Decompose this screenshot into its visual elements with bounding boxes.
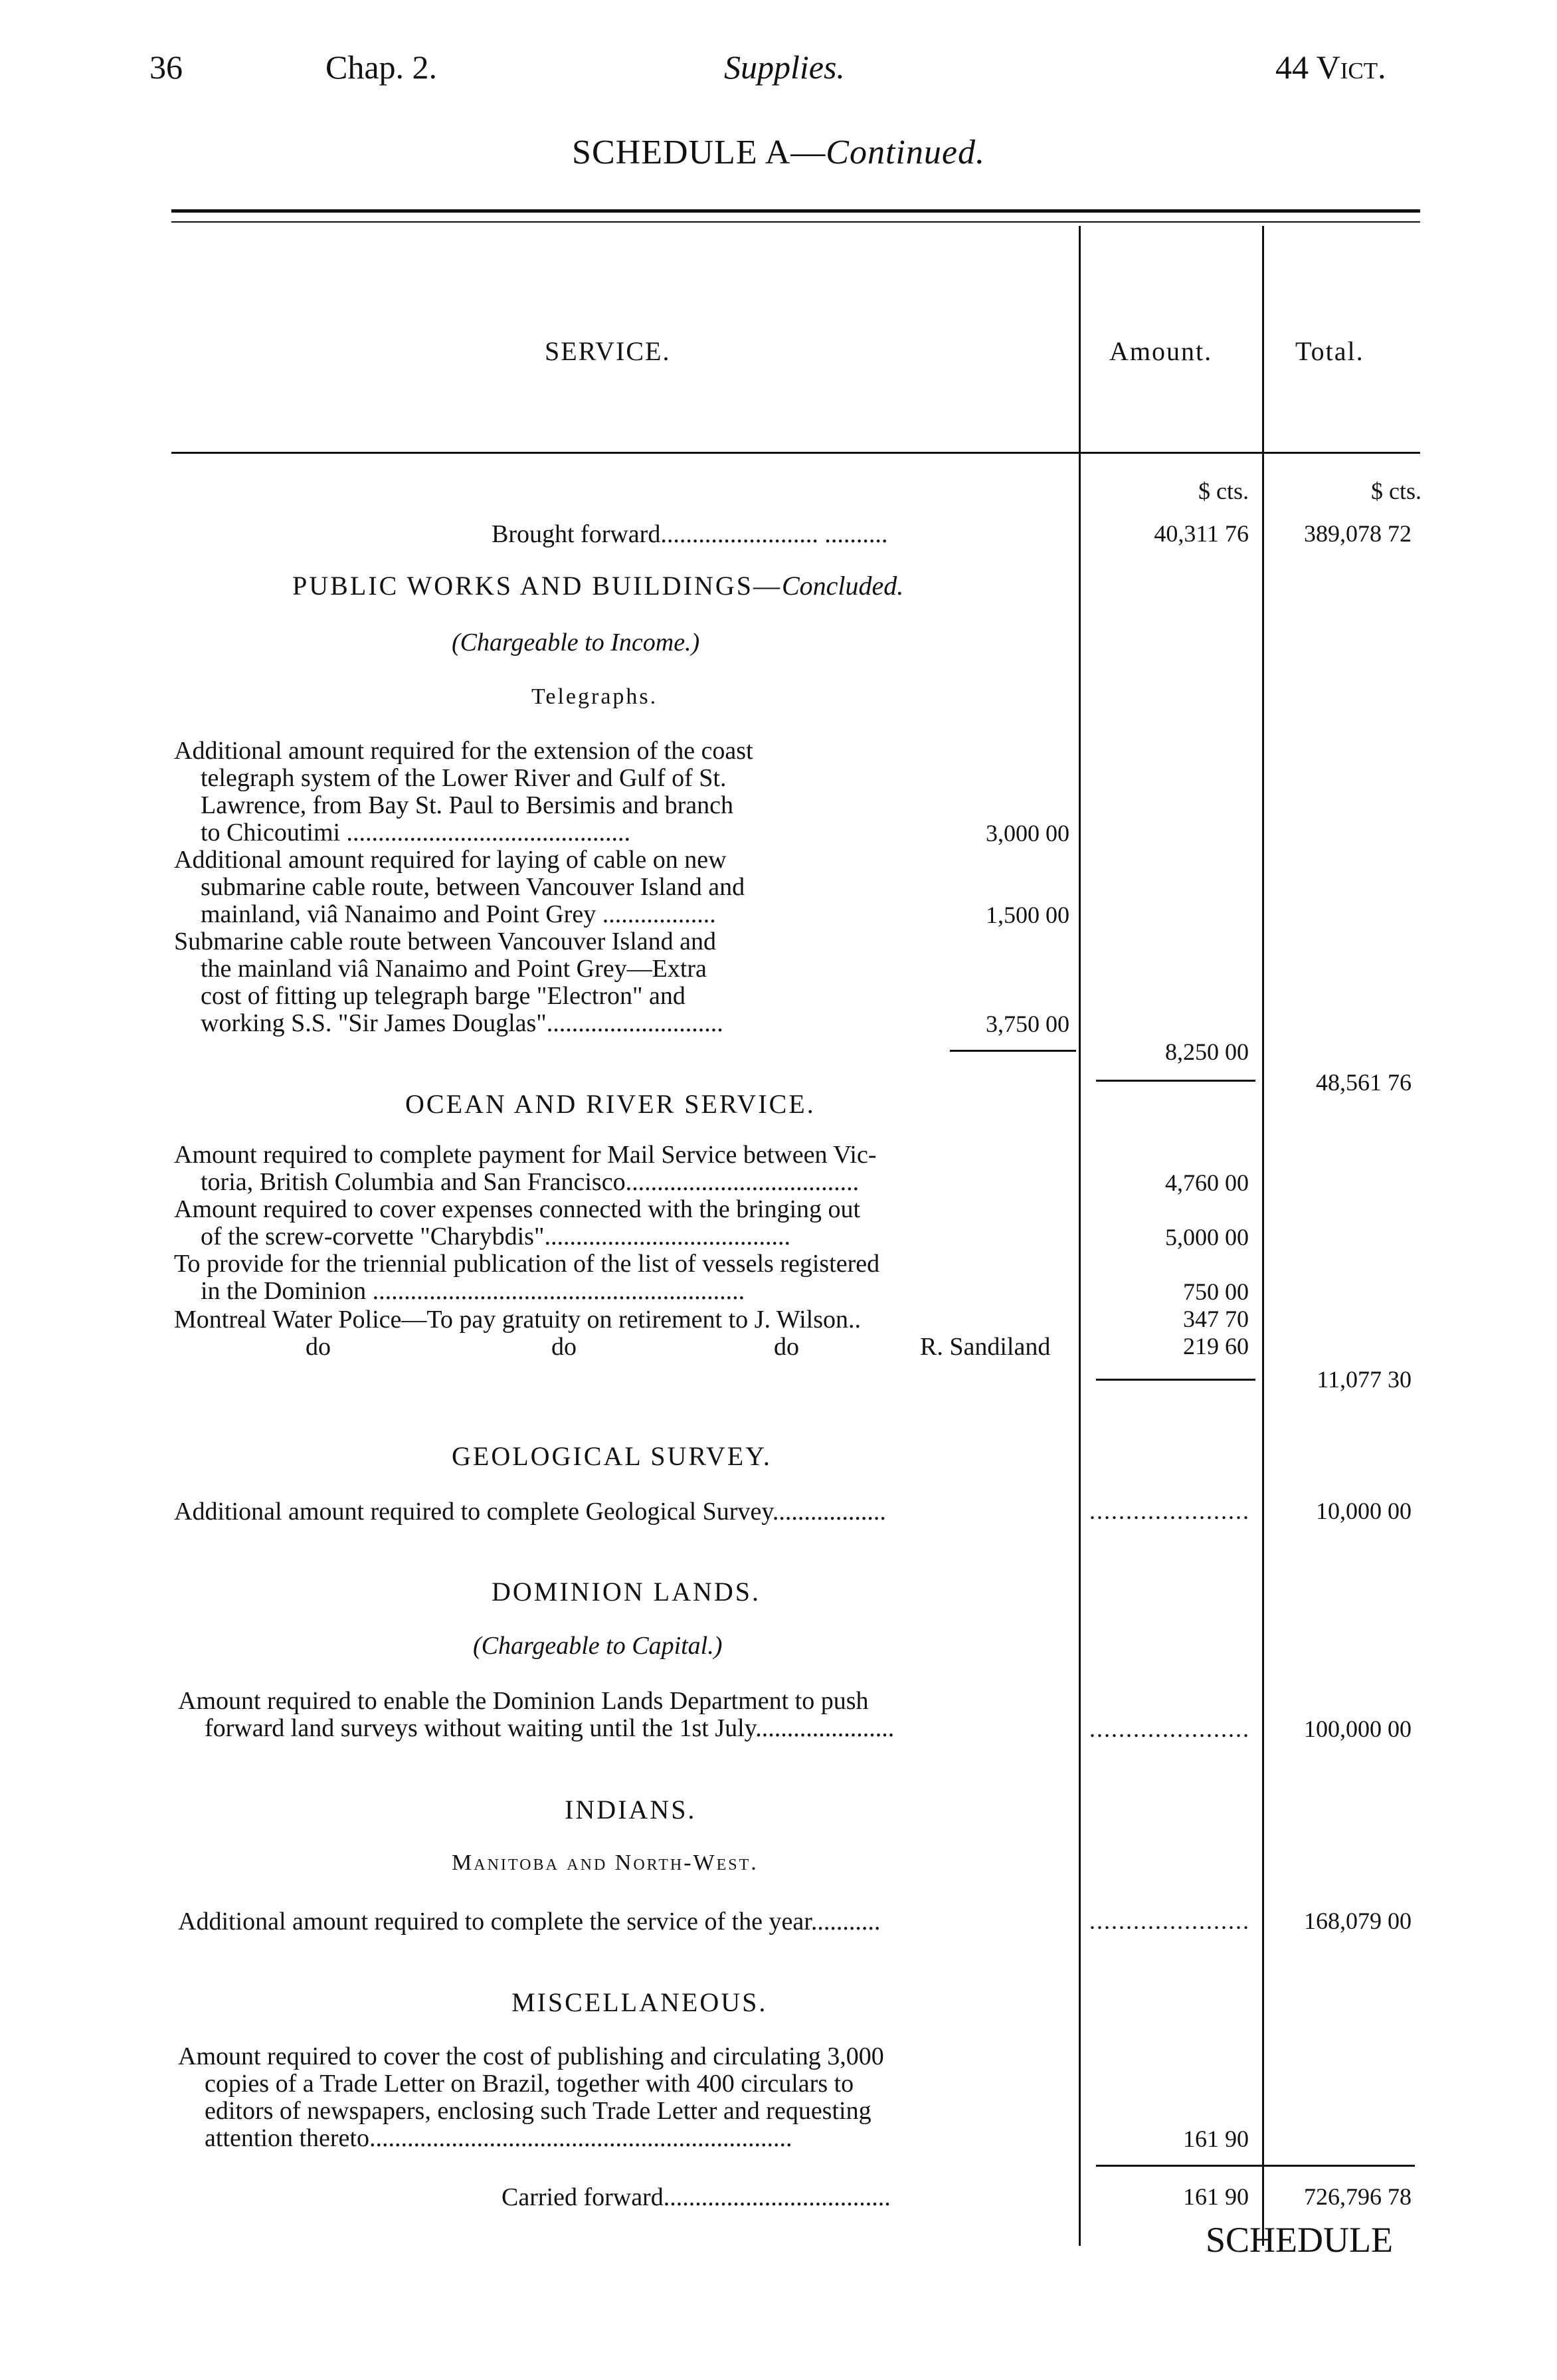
ocean-item-1-line: Amount required to complete payment for Mail Service between Vic- bbox=[174, 1141, 877, 1169]
ocean-item-1 bbox=[174, 1141, 1077, 1196]
miscellaneous-heading: MISCELLANEOUS. bbox=[511, 1987, 768, 2017]
telegraph-item-1 bbox=[174, 738, 930, 846]
total-units: $ cts. bbox=[1371, 478, 1421, 504]
ocean-river-total: 11,077 30 bbox=[1317, 1366, 1412, 1393]
geological-total: 10,000 00 bbox=[1316, 1498, 1412, 1524]
carried-forward-rule bbox=[1096, 2165, 1415, 2167]
carried-forward-total: 726,796 78 bbox=[1304, 2183, 1412, 2210]
telegraph-item-3-line: cost of fitting up telegraph barge "Electron" and bbox=[201, 982, 686, 1010]
ocean-river-heading: OCEAN AND RIVER SERVICE. bbox=[405, 1089, 816, 1119]
dominion-lands-total: 100,000 00 bbox=[1304, 1716, 1412, 1742]
running-title: Supplies. bbox=[724, 49, 845, 86]
schedule-title-main: SCHEDULE A— bbox=[572, 134, 826, 171]
ocean-item-1-line: toria, British Columbia and San Francisco..................................... bbox=[201, 1168, 860, 1196]
schedule-title bbox=[0, 133, 1557, 172]
public-works-heading-italic: Concluded. bbox=[781, 571, 904, 601]
telegraph-item-3-amount: 3,750 00 bbox=[986, 1011, 1069, 1037]
telegraph-item-2-amount: 1,500 00 bbox=[986, 902, 1069, 928]
dominion-lands-chargeable: (Chargeable to Capital.) bbox=[473, 1632, 723, 1660]
page-number: 36 bbox=[149, 49, 183, 86]
ocean-item-3 bbox=[174, 1250, 1077, 1305]
dominion-lands-heading: DOMINION LANDS. bbox=[492, 1577, 761, 1607]
regnal-year: 44 Vict. bbox=[1275, 49, 1386, 86]
telegraph-subtotal-rule bbox=[950, 1050, 1076, 1052]
ocean-item-2-line: Amount required to cover expenses connected with the bringing out bbox=[174, 1195, 861, 1223]
telegraph-item-2-line: mainland, viâ Nanaimo and Point Grey .................. bbox=[201, 900, 716, 928]
ocean-item-2-line: of the screw-corvette "Charybdis"....................................... bbox=[201, 1223, 790, 1250]
miscellaneous-item bbox=[178, 2043, 1081, 2152]
indians-total: 168,079 00 bbox=[1304, 1908, 1412, 1934]
brought-forward-label: Brought forward......................... .......... bbox=[492, 520, 888, 548]
telegraph-item-3-line: the mainland viâ Nanaimo and Point Grey—Extra bbox=[201, 955, 707, 983]
miscellaneous-item-line: attention thereto................................................................... bbox=[205, 2124, 792, 2152]
miscellaneous-item-line: Amount required to cover the cost of publishing and circulating 3,000 bbox=[178, 2042, 884, 2070]
telegraph-item-1-amount: 3,000 00 bbox=[986, 820, 1069, 846]
telegraph-item-1-line: telegraph system of the Lower River and Gulf of St. bbox=[201, 764, 727, 792]
public-works-heading bbox=[292, 570, 903, 601]
ocean-item-5-amount: 219 60 bbox=[1183, 1333, 1249, 1359]
top-rule-thick bbox=[171, 209, 1420, 213]
telegraphs-subheading: Telegraphs. bbox=[531, 684, 658, 709]
miscellaneous-item-line: editors of newspapers, enclosing such Trade Letter and requesting bbox=[205, 2097, 871, 2125]
geological-amount-dots: ...................... bbox=[1089, 1498, 1250, 1524]
ocean-item-5-do: do bbox=[551, 1333, 577, 1361]
indians-amount-dots: ...................... bbox=[1089, 1908, 1250, 1934]
header-bottom-rule bbox=[171, 452, 1420, 454]
telegraph-item-1-line: to Chicoutimi ............................................. bbox=[201, 819, 631, 846]
telegraph-item-2-line: submarine cable route, between Vancouver Island and bbox=[201, 873, 745, 901]
telegraph-subtotal-amount: 8,250 00 bbox=[1165, 1039, 1249, 1065]
ocean-item-4-amount: 347 70 bbox=[1183, 1306, 1249, 1332]
ocean-item-1-amount: 4,760 00 bbox=[1165, 1169, 1249, 1196]
indians-heading: INDIANS. bbox=[565, 1795, 697, 1825]
dominion-lands-item-line: forward land surveys without waiting until the 1st July...................... bbox=[205, 1714, 895, 1742]
dominion-lands-item-line: Amount required to enable the Dominion Lands Department to push bbox=[178, 1687, 869, 1715]
brought-forward-amount: 40,311 76 bbox=[1154, 520, 1249, 547]
telegraph-item-3 bbox=[174, 928, 930, 1037]
telegraph-item-3-line: working S.S. "Sir James Douglas"............................ bbox=[201, 1009, 723, 1037]
ocean-item-4: Montreal Water Police—To pay gratuity on retirement to J. Wilson.. bbox=[174, 1306, 862, 1334]
indians-item: Additional amount required to complete the service of the year........... bbox=[178, 1908, 881, 1935]
catchword: SCHEDULE bbox=[1206, 2220, 1393, 2260]
brought-forward-total: 389,078 72 bbox=[1304, 520, 1412, 547]
telegraph-item-2-line: Additional amount required for laying of cable on new bbox=[174, 846, 727, 874]
geological-heading: GEOLOGICAL SURVEY. bbox=[452, 1441, 772, 1471]
geological-item: Additional amount required to complete Geological Survey.................. bbox=[174, 1498, 886, 1526]
total-column-divider bbox=[1262, 226, 1264, 2246]
dominion-lands-amount-dots: ...................... bbox=[1089, 1716, 1250, 1742]
ocean-item-5-do: do bbox=[774, 1333, 799, 1361]
ocean-item-3-amount: 750 00 bbox=[1183, 1278, 1249, 1305]
ocean-item-3-line: in the Dominion ........................................................... bbox=[201, 1277, 745, 1305]
amount-column-header: Amount. bbox=[1109, 336, 1213, 366]
ocean-item-3-line: To provide for the triennial publication of the list of vessels registered bbox=[174, 1250, 880, 1278]
total-column-header: Total. bbox=[1295, 336, 1364, 366]
top-rule-thin bbox=[171, 221, 1420, 223]
chapter-label: Chap. 2. bbox=[325, 49, 438, 86]
ocean-total-rule bbox=[1096, 1379, 1255, 1381]
public-works-heading-text: PUBLIC WORKS AND BUILDINGS— bbox=[292, 571, 782, 601]
miscellaneous-item-line: copies of a Trade Letter on Brazil, together with 400 circulars to bbox=[205, 2070, 854, 2098]
dominion-lands-item bbox=[178, 1688, 1081, 1742]
ocean-item-5-do: do bbox=[306, 1333, 331, 1361]
telegraph-item-1-line: Additional amount required for the extension of the coast bbox=[174, 737, 753, 765]
ocean-item-2 bbox=[174, 1196, 1077, 1250]
carried-forward-label: Carried forward.................................... bbox=[502, 2183, 891, 2211]
carried-forward-amount: 161 90 bbox=[1183, 2183, 1249, 2210]
ocean-item-2-amount: 5,000 00 bbox=[1165, 1224, 1249, 1250]
amount-column-divider bbox=[1079, 226, 1081, 2246]
telegraph-item-1-line: Lawrence, from Bay St. Paul to Bersimis and branch bbox=[201, 791, 734, 819]
schedule-title-continued: Continued. bbox=[826, 134, 985, 171]
public-works-chargeable: (Chargeable to Income.) bbox=[452, 629, 700, 656]
miscellaneous-amount: 161 90 bbox=[1183, 2126, 1249, 2152]
telegraph-item-3-line: Submarine cable route between Vancouver Island and bbox=[174, 928, 716, 955]
ocean-item-5-name: R. Sandiland bbox=[920, 1333, 1051, 1361]
amount-units: $ cts. bbox=[1198, 478, 1249, 504]
indians-subheading: Manitoba and North-West. bbox=[452, 1850, 759, 1875]
public-works-total: 48,561 76 bbox=[1316, 1069, 1412, 1096]
telegraph-item-2 bbox=[174, 846, 930, 928]
public-works-total-rule bbox=[1096, 1080, 1255, 1082]
service-column-header: SERVICE. bbox=[545, 336, 671, 366]
